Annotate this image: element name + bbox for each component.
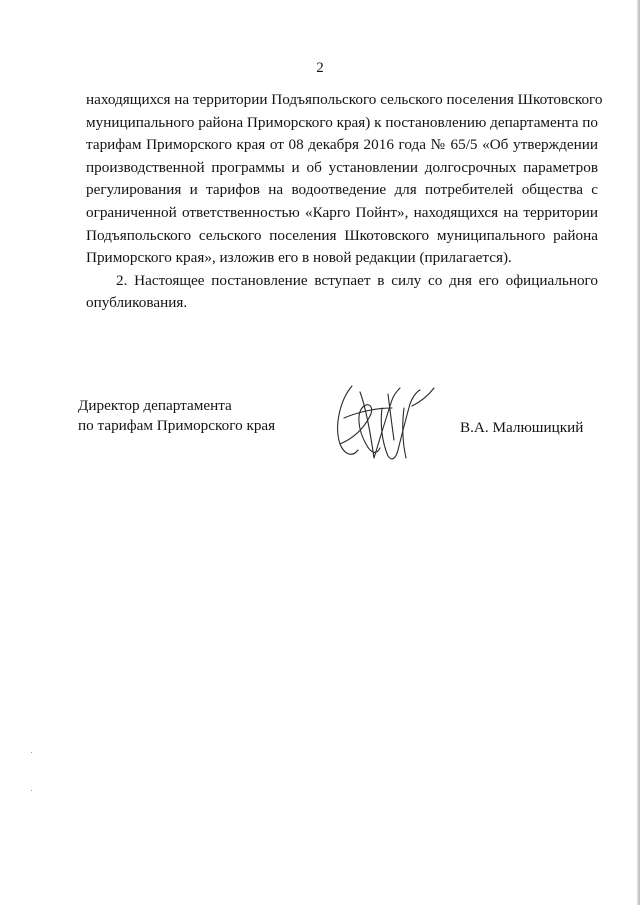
page-number: 2 [316, 60, 324, 76]
handwritten-signature [330, 378, 440, 470]
body-line: регулирования и тарифов на водоотведение для потребителей общества с [86, 181, 598, 199]
body-line: производственной программы и об установлении долгосрочных параметров [86, 158, 598, 176]
signature-stroke [344, 408, 392, 418]
signature-stroke [381, 408, 398, 459]
signer-title [78, 396, 275, 435]
body-line: ограниченной ответственностью «Карго Пойнт», находящихся на территории [86, 203, 598, 221]
signer-title-line-1: Директор департамента [78, 397, 232, 414]
signature-stroke [398, 390, 420, 450]
body-line: находящихся на территории Подъяпольского сельского поселения Шкотовского [86, 91, 603, 108]
signature-stroke [388, 394, 394, 440]
paragraph-2-line: опубликования. [86, 294, 188, 312]
body-line: муниципального района Приморского края) к постановлению департамента по [86, 113, 598, 131]
signature-stroke [403, 408, 406, 458]
signature-stroke [360, 392, 374, 458]
body-line: Приморского края», изложив его в новой редакции (прилагается). [86, 249, 512, 267]
paragraph-2-line: 2. Настоящее постановление вступает в силу со дня его официального [116, 271, 598, 289]
scan-speck [31, 790, 32, 791]
signer-title-line-2: по тарифам Приморского края [78, 416, 276, 434]
signature-stroke [412, 388, 434, 406]
body-text [86, 89, 603, 315]
body-line: тарифам Приморского края от 08 декабря 2016 года № 65/5 «Об утверждении [86, 136, 598, 154]
body-line: Подъяпольского сельского поселения Шкотовского муниципального района [86, 226, 598, 244]
signature-stroke [374, 388, 400, 458]
signer-name: В.А. Малюшицкий [460, 419, 584, 436]
scan-speck [31, 752, 32, 753]
